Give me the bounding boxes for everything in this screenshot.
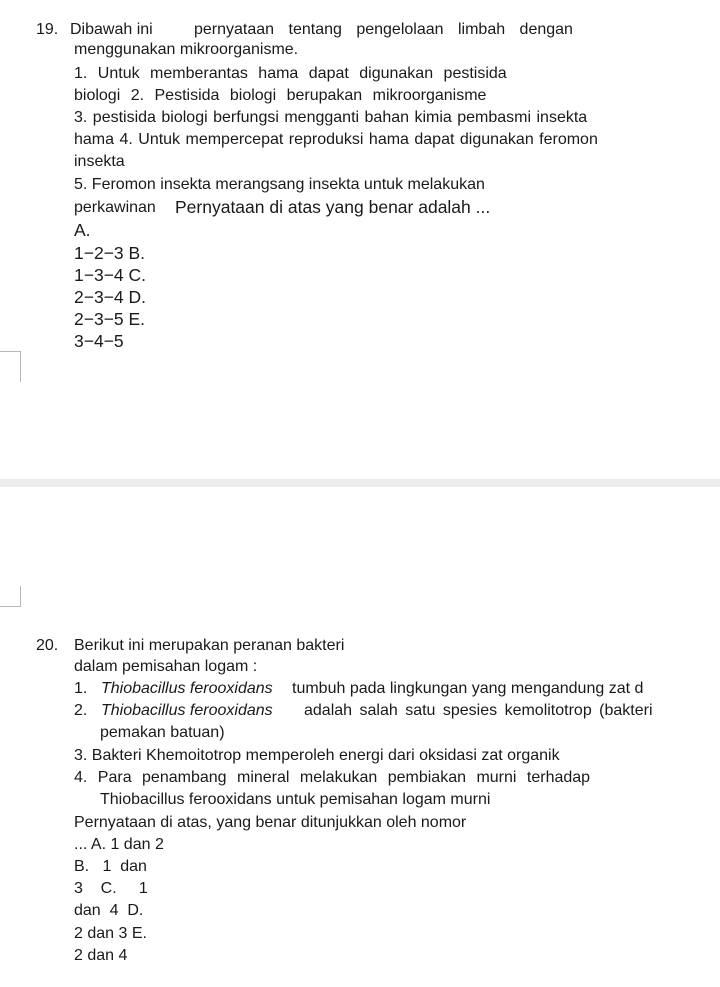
q19-line: menggunakan mikroorganisme. — [74, 41, 299, 58]
q19-line: 5. Feromon insekta merangsang insekta untuk melakukan — [74, 176, 485, 193]
q20-line: Berikut ini merupakan peranan bakteri — [74, 637, 345, 654]
q19-option: 1−3−4 C. — [74, 265, 146, 285]
q20-italic — [101, 679, 273, 699]
q20-option: 2 dan 4 — [74, 947, 128, 964]
q20-line: 4. Para penambang mineral melakukan pembiakan murni terhadap — [74, 769, 591, 786]
q19-line: insekta — [74, 153, 125, 170]
q20-option: 2 dan 3 E. — [74, 925, 147, 942]
q20-item-number: 1. — [74, 680, 88, 697]
species-name: Thiobacillus ferooxidans — [101, 680, 273, 697]
q20-option: B. 1 dan — [74, 858, 147, 875]
q19-line: hama 4. Untuk mempercepat reproduksi hama dapat digunakan feromon — [74, 131, 598, 148]
q19-option: 3−4−5 — [74, 331, 124, 351]
q19-question: Pernyataan di atas yang benar adalah ... — [175, 197, 491, 217]
q20-line: pemakan batuan) — [100, 724, 225, 741]
q20-line: Thiobacillus ferooxidans untuk pemisahan logam murni — [100, 791, 491, 808]
q19-line: Dibawah ini — [70, 21, 153, 38]
section-divider — [0, 479, 720, 487]
species-name: Thiobacillus ferooxidans — [101, 702, 273, 719]
q19-option: 1−2−3 B. — [74, 243, 146, 263]
crop-bracket — [0, 351, 21, 382]
q20-line: adalah salah satu spesies kemolitotrop (bakteri — [304, 702, 653, 719]
q19-line: biologi 2. Pestisida biologi berupakan mikroorganisme — [74, 87, 487, 104]
q20-line: tumbuh pada lingkungan yang mengandung zat d — [292, 680, 644, 697]
q20-option: dan 4 D. — [74, 902, 144, 919]
crop-bracket — [0, 586, 21, 607]
q20-line: 3. Bakteri Khemoitotrop memperoleh energi dari oksidasi zat organik — [74, 747, 560, 764]
q20-item-number: 2. — [74, 702, 88, 719]
q19-line: pernyataan tentang pengelolaan limbah dengan — [194, 21, 573, 38]
q19-number: 19. — [36, 21, 59, 38]
q19-line: perkawinan — [74, 199, 156, 216]
q20-number: 20. — [36, 637, 59, 654]
q20-option: ... A. 1 dan 2 — [74, 836, 164, 853]
q19-option: A. — [74, 220, 91, 240]
q20-line: dalam pemisahan logam : — [74, 658, 258, 675]
q20-question: Pernyataan di atas, yang benar ditunjukkan oleh nomor — [74, 814, 467, 831]
q20-italic — [101, 701, 273, 721]
q20-option: 3 C. 1 — [74, 880, 148, 897]
q19-line: 1. Untuk memberantas hama dapat digunakan pestisida — [74, 65, 507, 82]
q19-option: 2−3−4 D. — [74, 287, 146, 307]
q19-line: 3. pestisida biologi berfungsi mengganti bahan kimia pembasmi insekta — [74, 109, 588, 126]
q19-option: 2−3−5 E. — [74, 309, 146, 329]
